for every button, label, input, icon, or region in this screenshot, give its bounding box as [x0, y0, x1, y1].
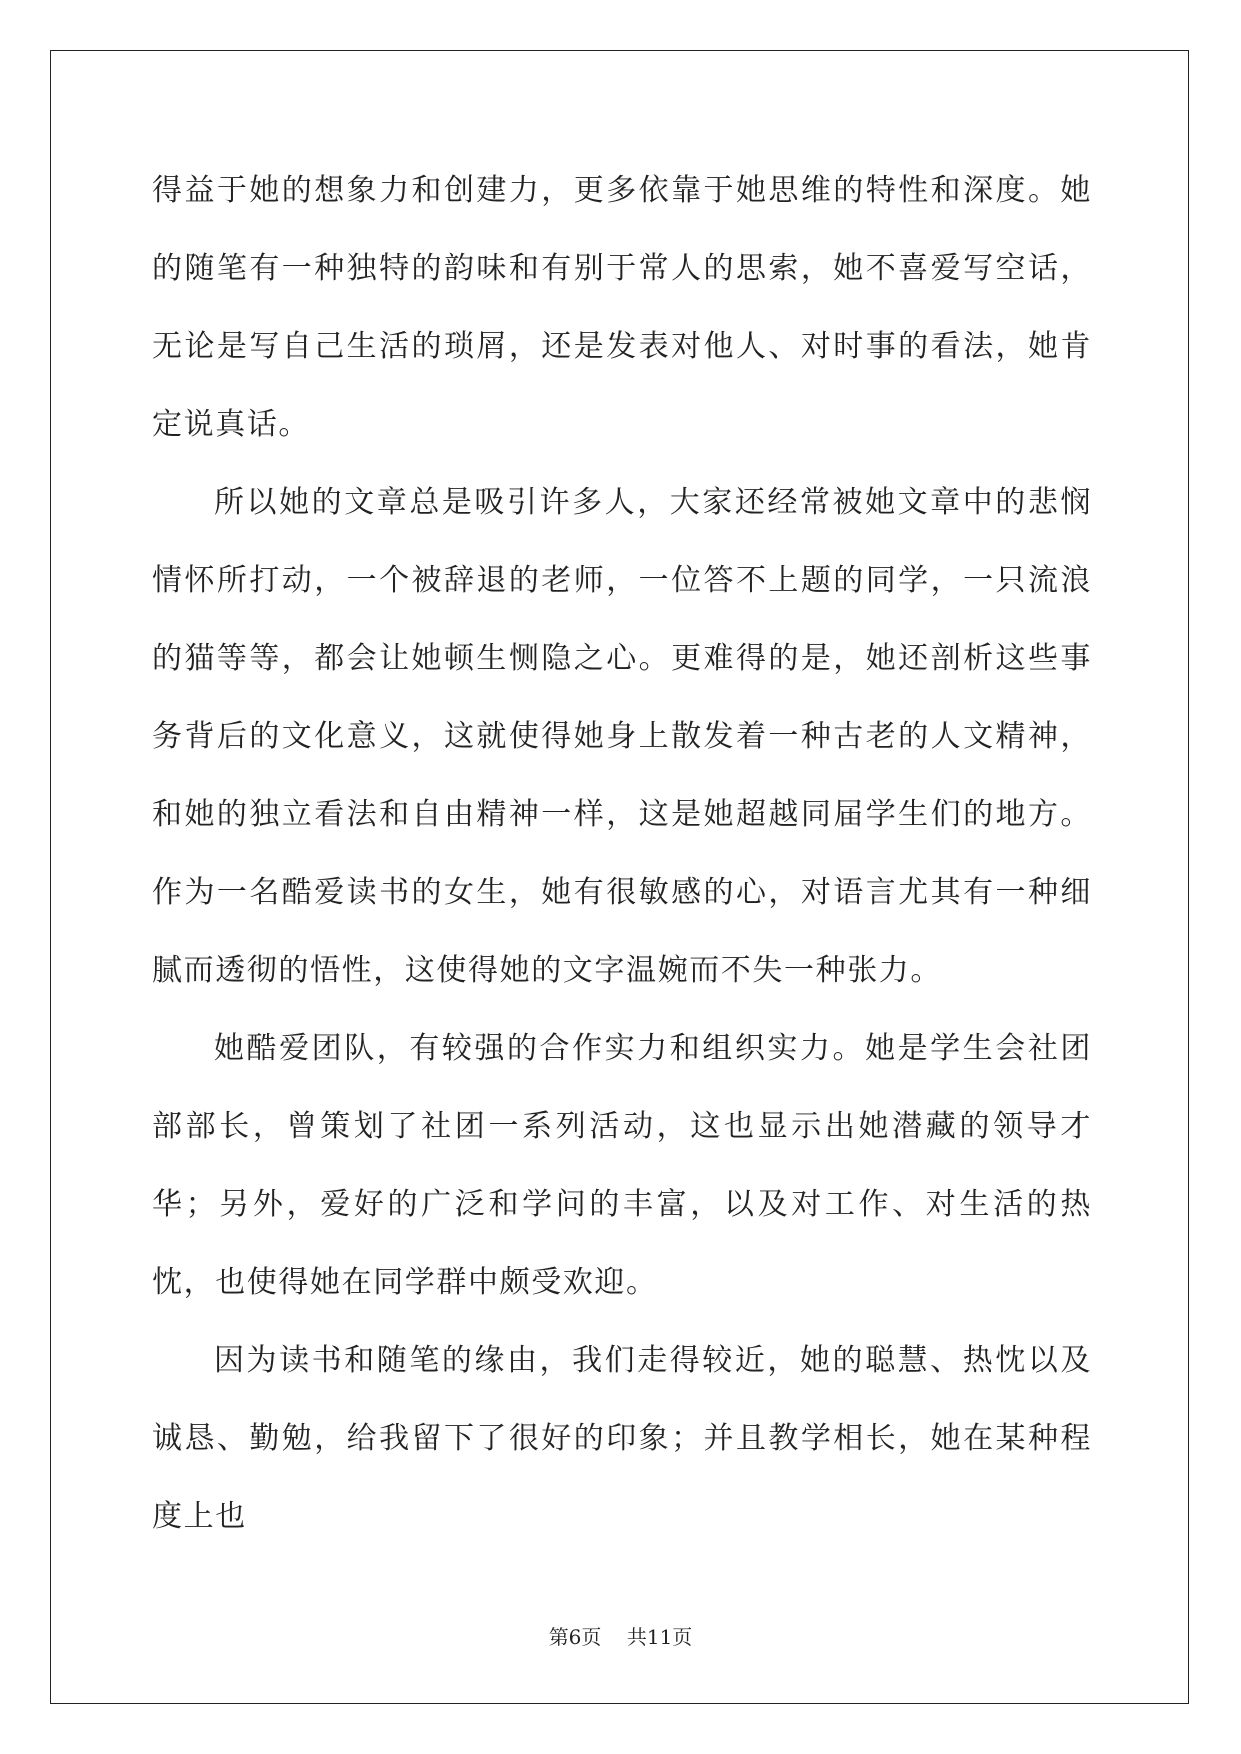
document-body	[152, 152, 1092, 1556]
paragraph-3: 她酷爱团队，有较强的合作实力和组织实力。她是学生会社团部部长，曾策划了社团一系列活动，这也显示出她潜藏的领导才华；另外，爱好的广泛和学问的丰富，以及对工作、对生活的热忱，也使得她在同学群中颇受欢迎。	[152, 1031, 1092, 1300]
paragraph-4: 因为读书和随笔的缘由，我们走得较近，她的聪慧、热忱以及诚恳、勤勉，给我留下了很好的印象；并且教学相长，她在某种程度上也	[152, 1343, 1092, 1534]
page-footer	[0, 1621, 1241, 1650]
paragraph-2: 所以她的文章总是吸引许多人，大家还经常被她文章中的悲悯情怀所打动，一个被辞退的老师，一位答不上题的同学，一只流浪的猫等等，都会让她顿生恻隐之心。更难得的是，她还剖析这些事务背后的文化意义，这就使得她身上散发着一种古老的人文精神，和她的独立看法和自由精神一样，这是她超越同届学生们的地方。作为一名酷爱读书的女生，她有很敏感的心，对语言尤其有一种细腻而透彻的悟性，这使得她的文字温婉而不失一种张力。	[152, 485, 1092, 988]
paragraph-1: 得益于她的想象力和创建力，更多依靠于她思维的特性和深度。她的随笔有一种独特的韵味和有别于常人的思索，她不喜爱写空话，无论是写自己生活的琐屑，还是发表对他人、对时事的看法，她肯定说真话。	[152, 173, 1092, 442]
page-total: 共11页	[626, 1625, 693, 1649]
page-number: 第6页	[548, 1625, 602, 1649]
